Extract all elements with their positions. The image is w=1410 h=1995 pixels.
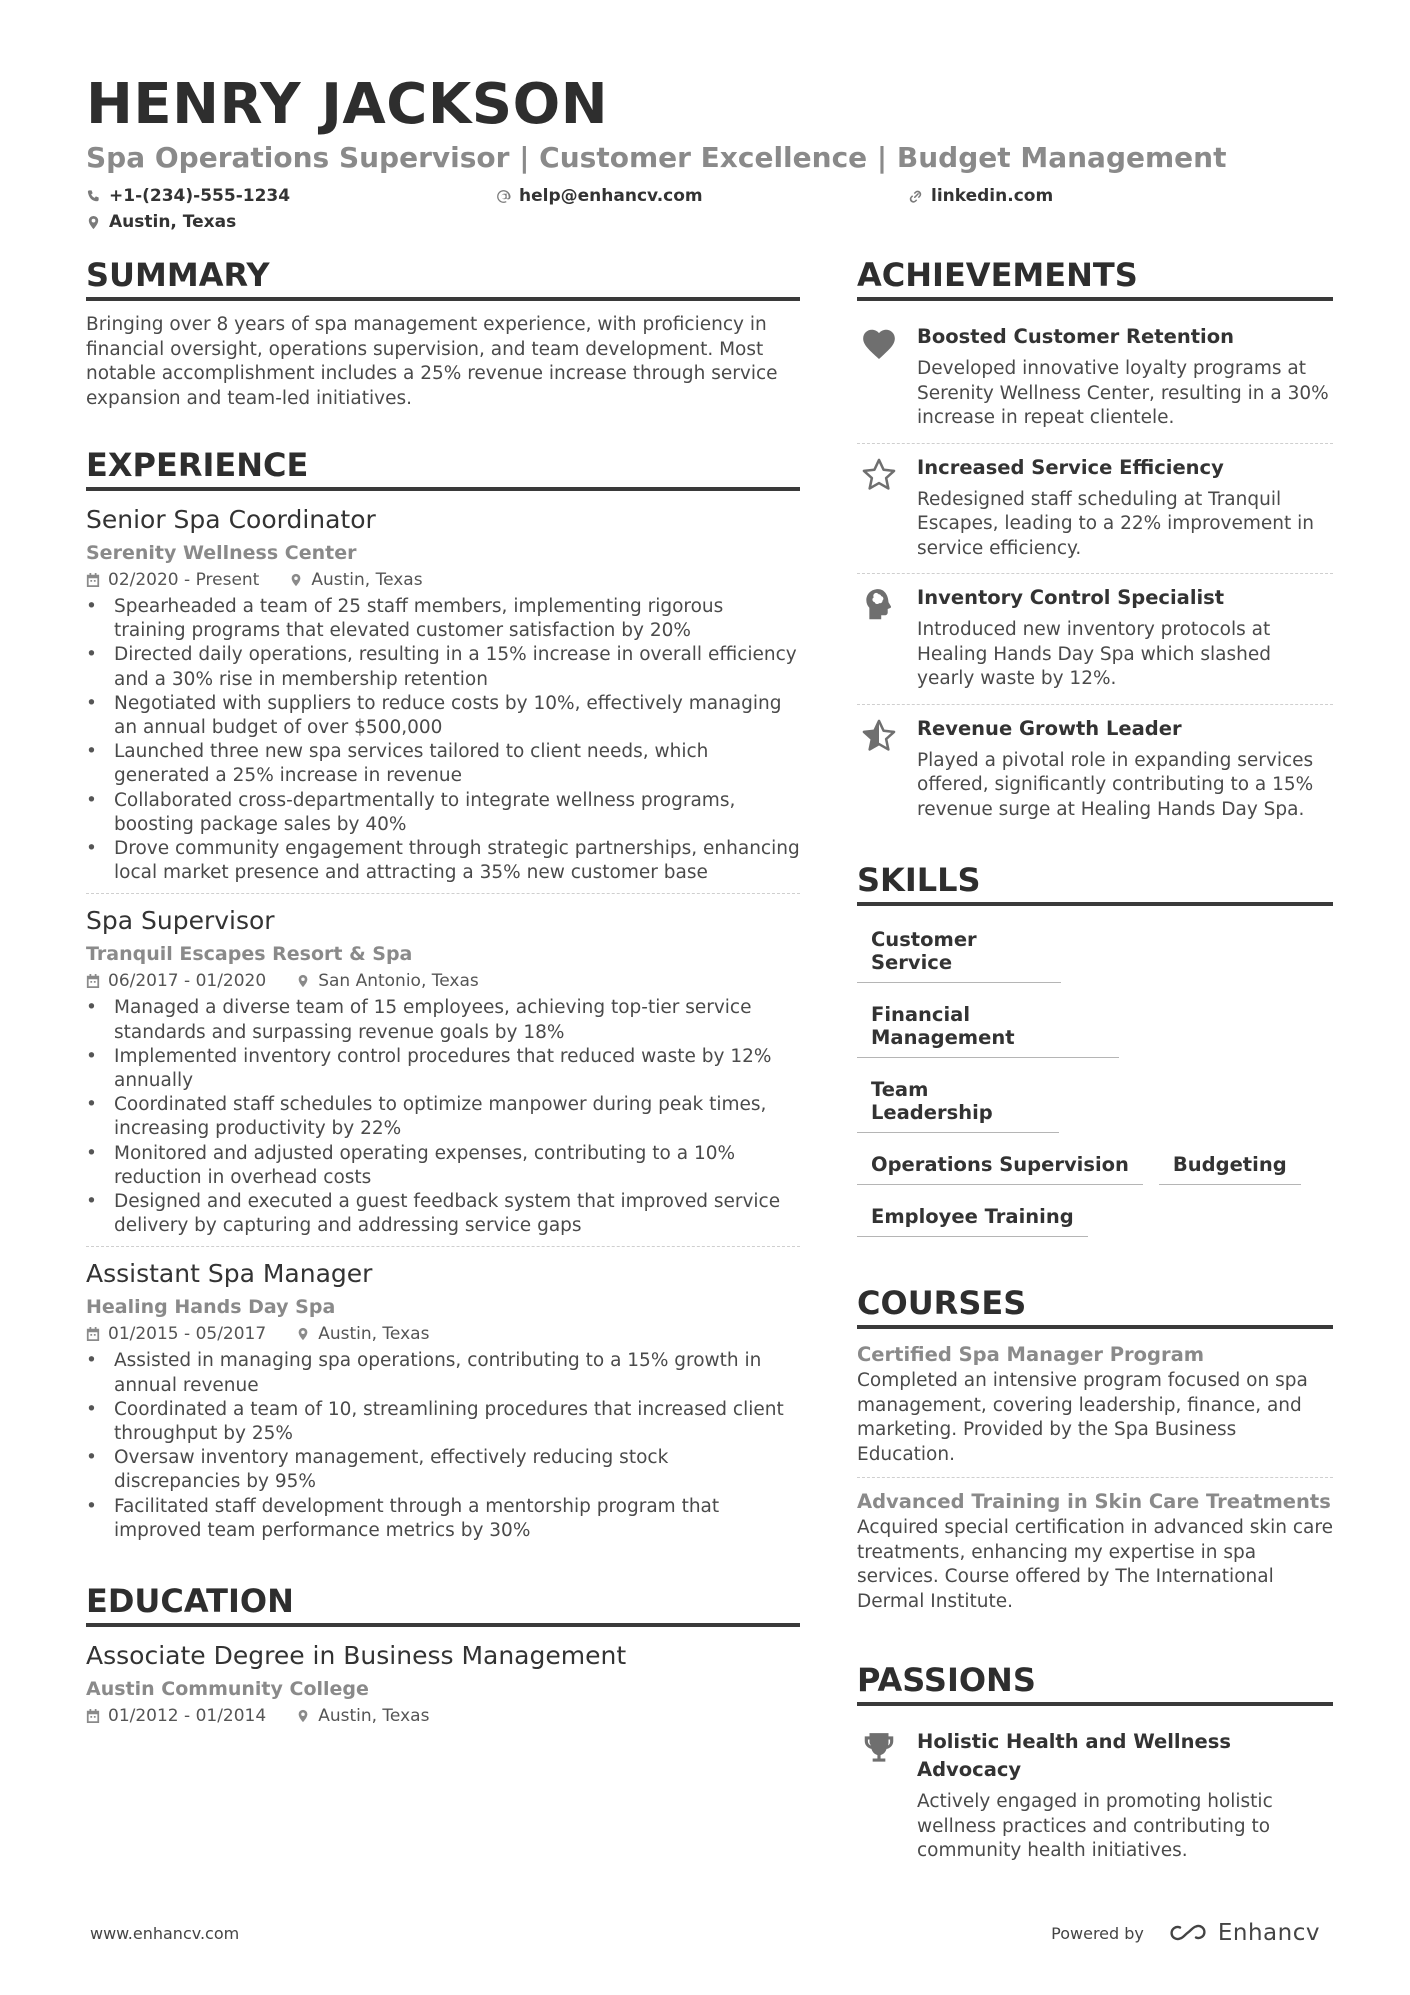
job-bullet: • Directed daily operations, resulting in a 15% increase in overall efficiency and a 30% rise in membership retention bbox=[86, 643, 800, 691]
passions-section bbox=[857, 1660, 1333, 1876]
achievement-content bbox=[917, 454, 1333, 562]
contact-info bbox=[86, 180, 1326, 236]
job-company: Healing Hands Day Spa bbox=[86, 1296, 336, 1319]
education-location-text: Austin, Texas bbox=[318, 1706, 430, 1727]
education-dates bbox=[86, 1703, 266, 1729]
job-location bbox=[289, 567, 422, 593]
skills-list bbox=[857, 918, 1333, 1237]
brand-name: Enhancv bbox=[1217, 1920, 1320, 1946]
location-pin-icon bbox=[296, 1327, 310, 1341]
job-title: Assistant Spa Manager bbox=[86, 1259, 373, 1289]
job-entry bbox=[86, 904, 800, 1247]
job-meta bbox=[86, 567, 800, 593]
skills-heading: SKILLS bbox=[857, 860, 1333, 906]
email-text: help@enhancv.com bbox=[519, 186, 703, 206]
job-bullet: • Facilitated staff development through a mentorship program that improved team performance metrics by 30% bbox=[86, 1495, 800, 1543]
course-item bbox=[857, 1341, 1333, 1478]
job-dates-text: 06/2017 - 01/2020 bbox=[108, 971, 267, 992]
achievement-item bbox=[857, 313, 1333, 444]
course-desc: Acquired special certification in advanced skin care treatments, enhancing my expertise in spa services. Course offered by The International Dermal Institute. bbox=[857, 1517, 1333, 1612]
star-outline-icon bbox=[857, 454, 901, 562]
contact-email[interactable] bbox=[496, 186, 703, 206]
job-bullet: • Negotiated with suppliers to reduce costs by 10%, effectively managing an annual budget of over $500,000 bbox=[86, 692, 800, 740]
job-bullet: • Spearheaded a team of 25 staff members, implementing rigorous training programs that elevated customer satisfaction by 20% bbox=[86, 595, 800, 643]
achievement-title: Revenue Growth Leader bbox=[917, 716, 1182, 740]
courses-heading: COURSES bbox=[857, 1283, 1333, 1329]
passion-desc: Actively engaged in promoting holistic wellness practices and contributing to community health initiatives. bbox=[917, 1791, 1273, 1861]
location-pin-icon bbox=[296, 1709, 310, 1723]
job-bullet: • Oversaw inventory management, effectively reducing stock discrepancies by 95% bbox=[86, 1446, 800, 1494]
achievement-item bbox=[857, 705, 1333, 835]
at-icon bbox=[496, 189, 511, 204]
skill-tag: Operations Supervision bbox=[857, 1147, 1143, 1185]
course-desc: Completed an intensive program focused on spa management, covering leadership, finance, and marketing. Provided by the Spa Business Education. bbox=[857, 1370, 1308, 1465]
job-dates-text: 02/2020 - Present bbox=[108, 570, 260, 590]
summary-text: Bringing over 8 years of spa management experience, with proficiency in financial oversight, operations supervision, and team development. Most notable accomplishment includes a 25% revenue increase through service expansion and team-led initiatives. bbox=[86, 314, 778, 409]
phone-text: +1-(234)-555-1234 bbox=[109, 186, 291, 206]
enhancv-logo-icon bbox=[1166, 1921, 1210, 1945]
job-location-text: Austin, Texas bbox=[311, 570, 423, 590]
contact-location bbox=[86, 212, 236, 232]
achievement-content bbox=[917, 584, 1333, 692]
course-title: Advanced Training in Skin Care Treatments bbox=[857, 1490, 1331, 1513]
candidate-name: HENRY JACKSON bbox=[86, 72, 609, 137]
skill-tag: Financial Management bbox=[857, 997, 1119, 1058]
job-entry bbox=[86, 503, 800, 894]
job-dates bbox=[86, 567, 259, 593]
calendar-icon bbox=[86, 573, 100, 587]
summary-heading: SUMMARY bbox=[86, 255, 800, 301]
achievement-title: Inventory Control Specialist bbox=[917, 586, 1225, 609]
job-bullet: • Collaborated cross-departmentally to integrate wellness programs, boosting package sales by 40% bbox=[86, 789, 800, 837]
star-half-icon bbox=[857, 715, 901, 823]
course-title: Certified Spa Manager Program bbox=[857, 1343, 1205, 1366]
achievement-desc: Developed innovative loyalty programs at Serenity Wellness Center, resulting in a 30% increase in repeat clientele. bbox=[917, 358, 1329, 428]
location-pin-icon bbox=[86, 215, 101, 230]
job-meta bbox=[86, 968, 800, 994]
job-bullets bbox=[86, 595, 800, 885]
education-dates-text: 01/2012 - 01/2014 bbox=[108, 1706, 267, 1727]
contact-website[interactable] bbox=[908, 186, 1053, 206]
job-bullet: • Monitored and adjusted operating expenses, contributing to a 10% reduction in overhead costs bbox=[86, 1142, 800, 1190]
job-title: Spa Supervisor bbox=[86, 906, 275, 936]
achievement-item bbox=[857, 574, 1333, 705]
skills-section bbox=[857, 860, 1333, 1237]
achievement-item bbox=[857, 444, 1333, 575]
job-meta bbox=[86, 1321, 800, 1347]
job-dates bbox=[86, 1321, 266, 1347]
job-bullet: • Launched three new spa services tailored to client needs, which generated a 25% increase in revenue bbox=[86, 740, 800, 788]
location-pin-icon bbox=[289, 573, 303, 587]
calendar-icon bbox=[86, 974, 100, 988]
page-footer bbox=[90, 1920, 1320, 1946]
calendar-icon bbox=[86, 1709, 100, 1723]
achievement-desc: Redesigned staff scheduling at Tranquil Escapes, leading to a 22% improvement in service efficiency. bbox=[917, 488, 1315, 559]
job-location-text: San Antonio, Texas bbox=[318, 971, 479, 992]
job-bullets bbox=[86, 996, 800, 1238]
powered-by-label: Powered by bbox=[1051, 1923, 1144, 1943]
achievements-section bbox=[857, 255, 1333, 834]
job-company: Serenity Wellness Center bbox=[86, 542, 357, 564]
passions-heading: PASSIONS bbox=[857, 1660, 1333, 1706]
education-meta bbox=[86, 1703, 800, 1729]
achievement-title: Increased Service Efficiency bbox=[917, 455, 1224, 479]
job-title: Senior Spa Coordinator bbox=[86, 505, 376, 534]
link-icon bbox=[908, 189, 923, 204]
achievement-content bbox=[917, 323, 1333, 431]
contact-phone bbox=[86, 186, 290, 206]
job-bullet: • Managed a diverse team of 15 employees, achieving top-tier service standards and surpassing revenue goals by 18% bbox=[86, 996, 800, 1044]
education-location bbox=[296, 1703, 429, 1729]
skill-tag: Team Leadership bbox=[857, 1072, 1059, 1133]
job-location-text: Austin, Texas bbox=[318, 1324, 430, 1345]
job-bullet: • Coordinated staff schedules to optimize manpower during peak times, increasing productivity by 22% bbox=[86, 1093, 800, 1141]
achievements-heading: ACHIEVEMENTS bbox=[857, 255, 1333, 301]
skill-tag: Customer Service bbox=[857, 922, 1061, 983]
course-item bbox=[857, 1488, 1333, 1624]
passion-title: Holistic Health and Wellness Advocacy bbox=[917, 1730, 1231, 1781]
achievement-desc: Played a pivotal role in expanding services offered, significantly contributing to a 15% revenue surge at Healing Hands Day Spa. bbox=[917, 749, 1314, 820]
job-company: Tranquil Escapes Resort & Spa bbox=[86, 943, 413, 966]
achievement-desc: Introduced new inventory protocols at Healing Hands Day Spa which slashed yearly waste by 12%. bbox=[917, 619, 1271, 689]
location-text: Austin, Texas bbox=[109, 212, 237, 232]
education-degree: Associate Degree in Business Management bbox=[86, 1641, 627, 1671]
footer-url[interactable]: www.enhancv.com bbox=[90, 1923, 240, 1943]
education-section bbox=[86, 1581, 800, 1729]
heart-icon bbox=[857, 323, 901, 431]
head-icon bbox=[857, 584, 901, 692]
job-bullet: • Drove community engagement through strategic partnerships, enhancing local market presence and attracting a 35% new customer base bbox=[86, 837, 800, 885]
left-column bbox=[86, 255, 800, 1729]
job-bullet: • Designed and executed a guest feedback system that improved service delivery by capturing and addressing service gaps bbox=[86, 1190, 800, 1238]
skill-tag: Budgeting bbox=[1159, 1147, 1301, 1185]
job-location bbox=[296, 1321, 429, 1347]
job-bullet: • Coordinated a team of 10, streamlining procedures that increased client throughput by 25% bbox=[86, 1398, 800, 1446]
phone-icon bbox=[86, 189, 101, 204]
powered-by bbox=[1051, 1920, 1320, 1946]
resume-header bbox=[86, 72, 1326, 236]
job-bullet: • Assisted in managing spa operations, contributing to a 15% growth in annual revenue bbox=[86, 1349, 800, 1397]
job-bullets bbox=[86, 1349, 800, 1543]
brand-logo[interactable] bbox=[1166, 1920, 1320, 1946]
job-location bbox=[296, 968, 479, 994]
experience-section bbox=[86, 445, 800, 1551]
job-bullet: • Implemented inventory control procedures that reduced waste by 12% annually bbox=[86, 1045, 800, 1093]
achievement-content bbox=[917, 715, 1333, 823]
calendar-icon bbox=[86, 1327, 100, 1341]
passion-item bbox=[857, 1718, 1333, 1876]
job-dates bbox=[86, 968, 266, 994]
right-column bbox=[857, 255, 1333, 1876]
courses-section bbox=[857, 1283, 1333, 1624]
job-dates-text: 01/2015 - 05/2017 bbox=[108, 1324, 267, 1345]
summary-section bbox=[86, 255, 800, 411]
job-entry bbox=[86, 1257, 800, 1551]
website-text: linkedin.com bbox=[931, 186, 1054, 206]
achievement-title: Boosted Customer Retention bbox=[917, 325, 1234, 348]
education-heading: EDUCATION bbox=[86, 1581, 800, 1627]
candidate-tagline: Spa Operations Supervisor | Customer Excellence | Budget Management bbox=[86, 141, 1227, 174]
skill-tag: Employee Training bbox=[857, 1199, 1088, 1237]
trophy-icon bbox=[857, 1728, 901, 1864]
passion-content bbox=[917, 1728, 1333, 1864]
experience-heading: EXPERIENCE bbox=[86, 445, 800, 491]
location-pin-icon bbox=[296, 974, 310, 988]
education-school: Austin Community College bbox=[86, 1678, 369, 1701]
